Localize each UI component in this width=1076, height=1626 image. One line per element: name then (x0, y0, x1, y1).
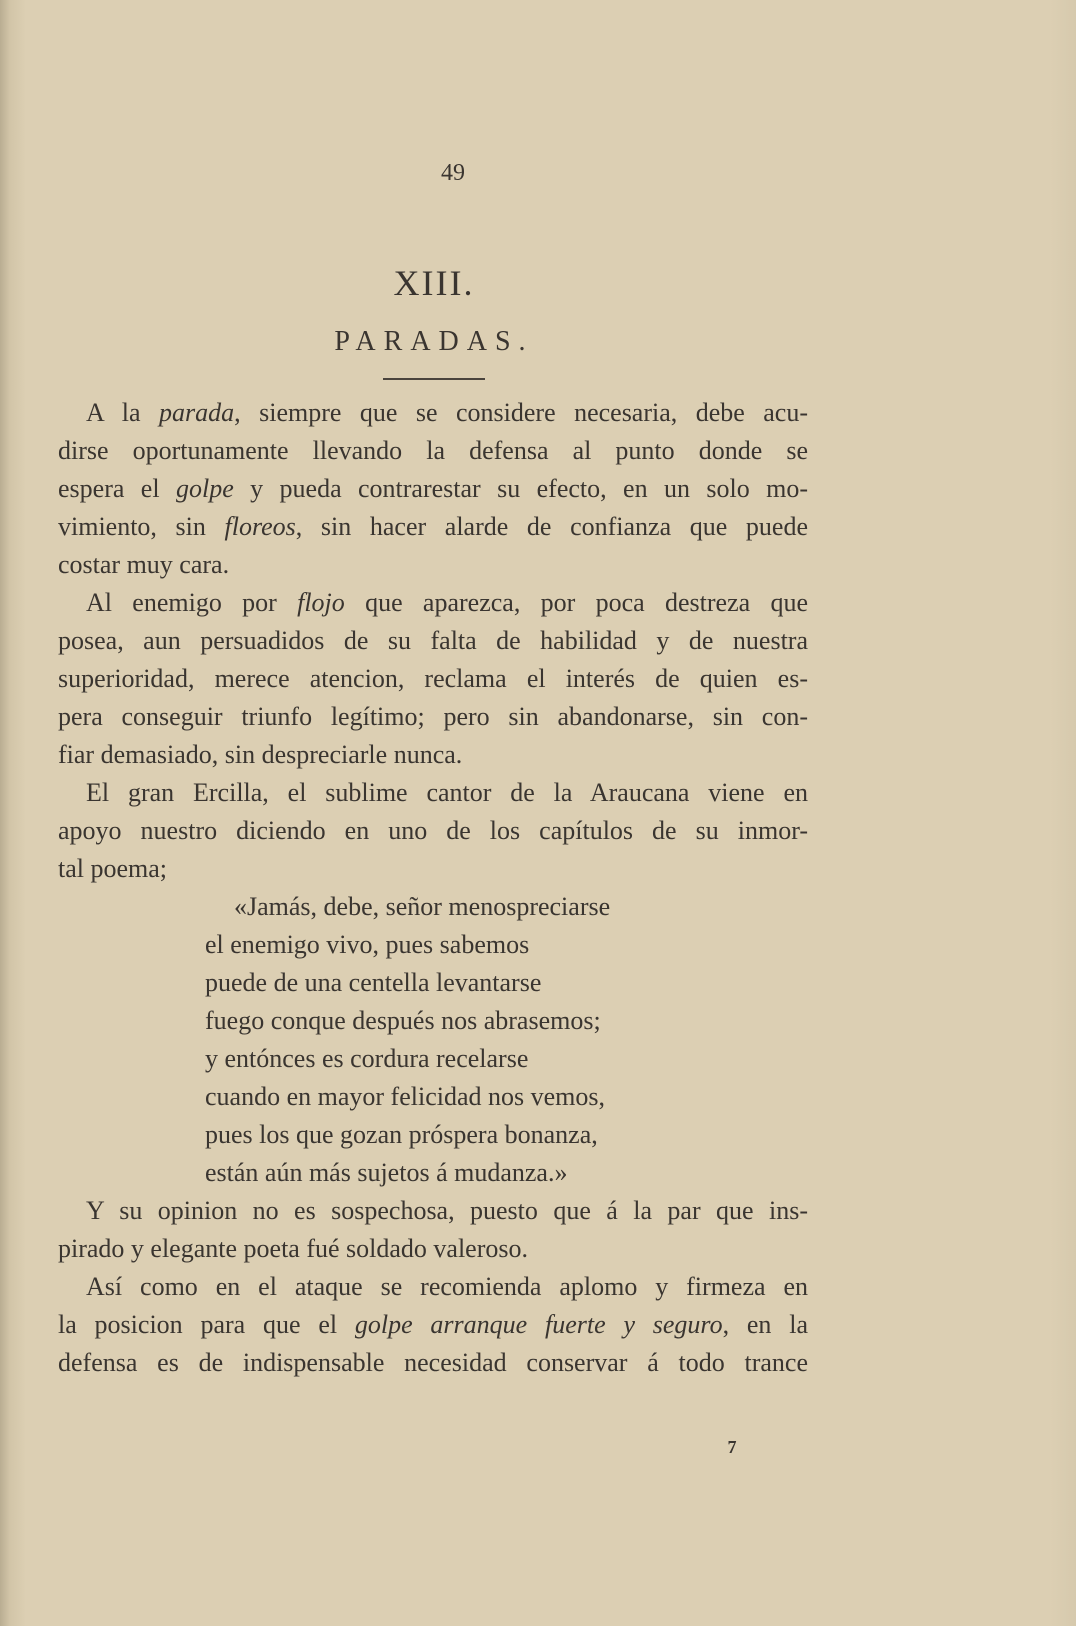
verse-line: cuando en mayor felicidad nos vemos, (205, 1082, 605, 1111)
text-line: pirado y elegante poeta fué soldado valeroso. (58, 1234, 528, 1263)
text-line: defensa es de indispensable necesidad conservar á todo trance (58, 1348, 808, 1377)
text-line: El gran Ercilla, el sublime cantor de la Araucana viene en (86, 778, 808, 807)
verse-line: pues los que gozan próspera bonanza, (205, 1120, 598, 1149)
page-number: 49 (441, 160, 465, 186)
text-line: Así como en el ataque se recomienda aplomo y firmeza en (86, 1272, 808, 1301)
text-line: superioridad, merece atencion, reclama el interés de quien es- (58, 664, 808, 693)
text-line: costar muy cara. (58, 550, 230, 579)
chapter-title: PARADAS. (334, 326, 534, 357)
text-line: Y su opinion no es sospechosa, puesto que á la par que ins- (86, 1196, 808, 1225)
verse-line: puede de una centella levantarse (205, 968, 542, 997)
text-line: A la parada, siempre que se considere necesaria, debe acu- (86, 398, 809, 427)
text-line: tal poema; (58, 854, 168, 883)
verse-line: el enemigo vivo, pues sabemos (205, 930, 530, 959)
verse-line: y entónces es cordura recelarse (205, 1044, 529, 1073)
text-line: espera el golpe y pueda contrarestar su efecto, en un solo mo- (58, 474, 808, 503)
text-line: Al enemigo por flojo que aparezca, por poca destreza que (86, 588, 808, 617)
signature-mark: 7 (727, 1437, 737, 1457)
verse-line: están aún más sujetos á mudanza.» (205, 1158, 568, 1187)
text-line: posea, aun persuadidos de su falta de habilidad y de nuestra (58, 626, 808, 655)
title-rule (383, 378, 485, 380)
text-line: pera conseguir triunfo legítimo; pero sin abandonarse, sin con- (58, 702, 808, 731)
text-line: dirse oportunamente llevando la defensa al punto donde se (58, 436, 808, 465)
text-line: fiar demasiado, sin despreciarle nunca. (58, 740, 463, 769)
text-line: apoyo nuestro diciendo en uno de los capítulos de su inmor- (58, 816, 808, 845)
verse-line: fuego conque después nos abrasemos; (205, 1006, 601, 1035)
text-line: la posicion para que el golpe arranque fuerte y seguro, en la (58, 1310, 808, 1339)
chapter-number: XIII. (393, 263, 475, 303)
text-line: vimiento, sin floreos, sin hacer alarde de confianza que puede (58, 512, 808, 541)
verse-line: «Jamás, debe, señor menospreciarse (234, 892, 611, 921)
